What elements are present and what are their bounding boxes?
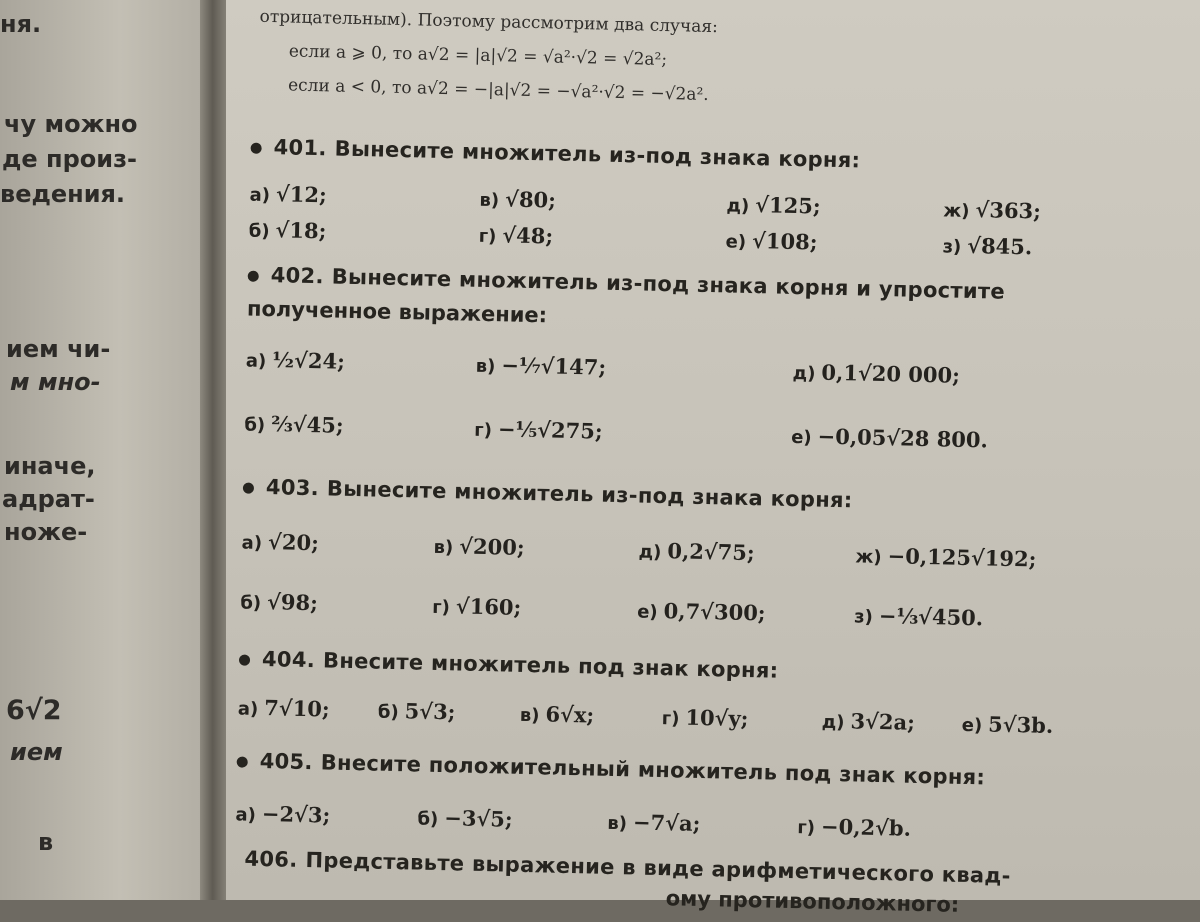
item-expression: 10√y; (685, 704, 749, 732)
bullet-icon (239, 654, 250, 665)
item-label: б) (417, 808, 439, 831)
item-label: е) (636, 601, 658, 623)
item-label: а) (237, 698, 259, 720)
exercise-item (244, 411, 344, 438)
exercise-item (249, 181, 327, 208)
left-text-line: ведения. (0, 180, 126, 208)
problem-statement: Вынесите множитель из-под знака корня и упростите (331, 264, 1006, 304)
item-expression: ½√24; (271, 347, 346, 374)
exercise-item (238, 694, 330, 721)
item-label: а) (235, 804, 257, 826)
problem-404-header (239, 646, 779, 682)
problem-statement-continuation: полученное выражение: (246, 296, 548, 328)
exercise-item (822, 708, 916, 735)
item-expression: √20; (267, 529, 320, 556)
intro-line: отрицательным). Поэтому рассмотрим два случая: (259, 6, 719, 38)
exercise-item (240, 588, 318, 615)
exercise-item (433, 533, 525, 560)
item-label: г) (661, 708, 680, 730)
item-expression: √125; (754, 192, 821, 219)
item-label: з) (942, 236, 962, 258)
problem-403-header (243, 475, 853, 513)
item-label: в) (433, 536, 454, 559)
exercise-item (235, 800, 330, 827)
left-text-line: 6√2 (6, 695, 62, 726)
left-text-line: ием чи- (6, 335, 111, 363)
exercise-item (725, 227, 817, 254)
problem-401-header (250, 135, 860, 173)
item-expression: √200; (459, 533, 525, 560)
left-text-line: ноже- (4, 518, 88, 546)
exercise-item (726, 191, 821, 218)
item-expression: −0,125√192; (887, 543, 1037, 572)
item-label: е) (725, 231, 747, 253)
item-expression: 3√2a; (850, 708, 916, 735)
bullet-icon (251, 142, 262, 153)
left-text-line: чу можно (4, 110, 138, 138)
exercise-item (943, 196, 1041, 223)
item-label: б) (244, 414, 266, 436)
problem-402-header (248, 263, 1006, 304)
item-expression: 5√3b. (987, 711, 1054, 738)
item-label: д) (792, 362, 816, 385)
problem-statement: Внесите множитель под знак корня: (322, 648, 779, 683)
item-label: е) (961, 714, 983, 737)
item-label: б) (377, 701, 399, 724)
item-label: ж) (943, 200, 970, 222)
left-text-line: иначе, (4, 452, 96, 480)
item-label: в) (475, 355, 496, 378)
problem-statement: Представьте выражение в виде арифметического квад- (305, 848, 1011, 889)
exercise-item (432, 593, 522, 620)
item-expression: √12; (275, 181, 328, 208)
item-expression: 0,2√75; (667, 538, 755, 566)
problem-statement-continuation: ому противоположного: (665, 886, 960, 917)
item-expression: √80; (504, 186, 557, 213)
left-text-line: адрат- (2, 485, 95, 513)
item-expression: √98; (266, 589, 319, 616)
left-text-line: в (38, 828, 54, 856)
item-label: в) (607, 812, 628, 835)
exercise-item (637, 597, 766, 625)
problem-405-header (236, 748, 985, 789)
item-expression: 7√10; (264, 695, 330, 722)
page-content (206, 0, 1200, 922)
item-expression: √108; (751, 228, 818, 255)
exercise-item (855, 542, 1036, 571)
right-page (226, 0, 1200, 917)
problem-number: 404. (261, 646, 316, 673)
bullet-icon (243, 482, 254, 493)
exercise-item (479, 186, 556, 213)
item-expression: ⅔√45; (270, 411, 344, 438)
exercise-item (854, 602, 984, 630)
item-expression: 0,7√300; (663, 598, 766, 626)
item-expression: −⅐√147; (501, 352, 607, 380)
item-label: в) (479, 189, 500, 212)
item-label: б) (240, 592, 262, 614)
exercise-item (417, 805, 513, 832)
exercise-item (961, 711, 1053, 738)
item-label: г) (478, 225, 497, 248)
item-label: г) (474, 419, 493, 442)
exercise-item (241, 528, 319, 555)
exercise-item (378, 698, 456, 725)
bullet-icon (248, 270, 259, 281)
item-expression: −⅓√450. (878, 602, 984, 631)
left-page (0, 0, 200, 900)
item-expression: √363; (975, 197, 1042, 224)
intro-line: если a ⩾ 0, то a√2 = |a|√2 = √a²·√2 = √2a²; (288, 41, 668, 71)
item-label: д) (821, 711, 845, 734)
item-expression: √845. (967, 232, 1033, 260)
item-label: а) (241, 532, 263, 554)
item-label: а) (249, 184, 271, 207)
item-label: в) (519, 704, 540, 727)
item-label: г) (797, 817, 816, 839)
problem-statement: Внесите положительный множитель под знак корня: (320, 750, 986, 790)
item-label: д) (726, 195, 750, 217)
item-expression: −⅕√275; (497, 416, 603, 444)
left-text-line: де произ- (2, 145, 137, 173)
left-text-line: м мно- (10, 368, 101, 396)
item-expression: −0,05√28 800. (817, 423, 989, 453)
item-expression: √48; (502, 222, 554, 249)
problem-number: 402. (270, 263, 325, 289)
item-label: ж) (855, 546, 882, 569)
exercise-item (476, 352, 607, 380)
exercise-item (797, 813, 911, 841)
exercise-item (520, 701, 595, 728)
item-expression: −2√3; (261, 801, 331, 828)
item-label: б) (248, 220, 270, 243)
item-label: е) (790, 426, 812, 449)
item-expression: 6√x; (545, 701, 595, 728)
item-label: д) (638, 541, 662, 564)
exercise-item (638, 538, 755, 566)
item-expression: 0,1√20 000; (821, 359, 961, 388)
left-text-line: ием (10, 738, 63, 766)
item-label: а) (245, 350, 267, 373)
item-expression: −7√a; (632, 809, 701, 836)
problem-number: 403. (265, 475, 320, 501)
problem-statement: Вынесите множитель из-под знака корня: (334, 136, 861, 173)
problem-statement: Вынесите множитель из-под знака корня: (326, 476, 853, 513)
exercise-item (662, 704, 749, 731)
exercise-item (942, 232, 1032, 259)
problem-number: 406. (244, 846, 298, 872)
intro-line: если a < 0, то a√2 = −|a|√2 = −√a²·√2 = −√2a². (287, 75, 709, 105)
exercise-item (607, 809, 701, 836)
exercise-item (791, 423, 988, 452)
bullet-icon (237, 756, 248, 767)
problem-number: 401. (273, 135, 327, 161)
left-text-line: ня. (0, 10, 42, 38)
item-expression: −0,2√b. (820, 813, 912, 841)
item-expression: 5√3; (404, 698, 456, 725)
item-expression: √18; (275, 217, 327, 244)
exercise-item (246, 347, 346, 374)
exercise-item (474, 416, 603, 444)
exercise-item (792, 359, 960, 388)
exercise-item (478, 222, 553, 249)
problem-number: 405. (259, 748, 314, 775)
exercise-item (249, 217, 327, 244)
problem-406-header (244, 847, 1011, 888)
item-expression: −3√5; (444, 805, 513, 832)
item-label: з) (853, 606, 874, 628)
item-label: г) (432, 596, 451, 619)
item-expression: √160; (455, 593, 522, 620)
